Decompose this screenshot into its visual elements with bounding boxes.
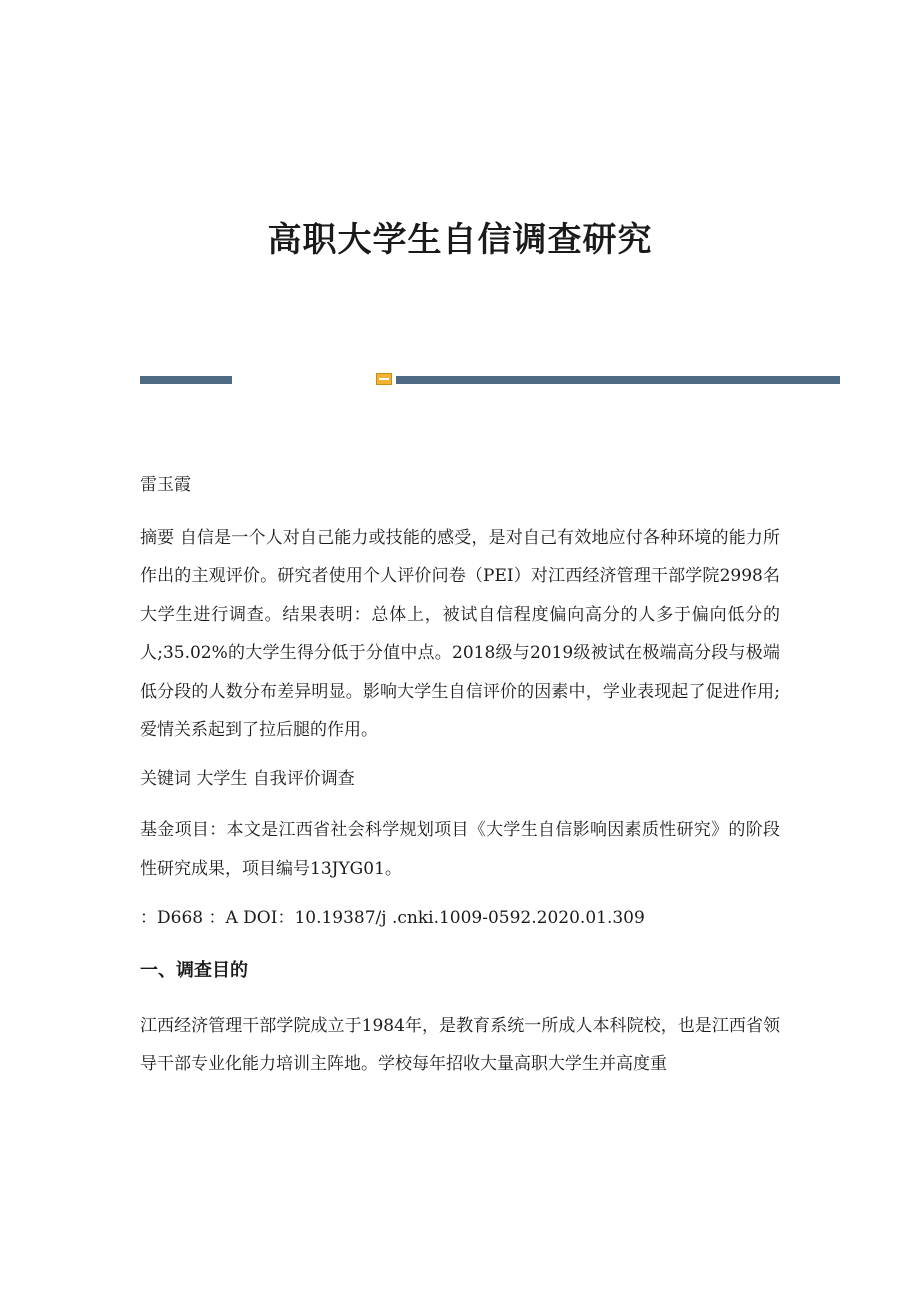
section-paragraph: 江西经济管理干部学院成立于1984年，是教育系统一所成人本科院校，也是江西省领导干部专业化能力培训主阵地。学校每年招收大量高职大学生并高度重	[140, 1015, 780, 1074]
divider-bar-right	[396, 376, 840, 384]
title-divider	[140, 373, 840, 387]
divider-bar-left	[140, 376, 232, 384]
section-heading: 一、调查目的	[140, 959, 248, 981]
author: 雷玉霞	[140, 475, 191, 495]
document-body	[140, 466, 780, 1084]
classification-doi: ：D668 ：A DOI：10.19387/j .cnki.1009-0592.2020.01.309	[140, 908, 645, 928]
abstract: 摘要 自信是一个人对自己能力或技能的感受，是对自己有效地应付各种环境的能力所作出的主观评价。研究者使用个人评价问卷（PEI）对江西经济管理干部学院2998名大学生进行调查。结果表明：总体上，被试自信程度偏向高分的人多于偏向低分的人;35.02%的大学生得分低于分值中点。2018级与2019级被试在极端高分段与极端低分段的人数分布差异明显。影响大学生自信评价的因素中，学业表现起了促进作用;爱情关系起到了拉后腿的作用。	[140, 527, 780, 740]
divider-mark-icon	[376, 373, 392, 385]
fund-note: 基金项目：本文是江西省社会科学规划项目《大学生自信影响因素质性研究》的阶段性研究成果，项目编号13JYG01。	[140, 820, 780, 879]
keywords: 关键词 大学生 自我评价调查	[140, 768, 355, 789]
document-title: 高职大学生自信调查研究	[267, 220, 653, 260]
